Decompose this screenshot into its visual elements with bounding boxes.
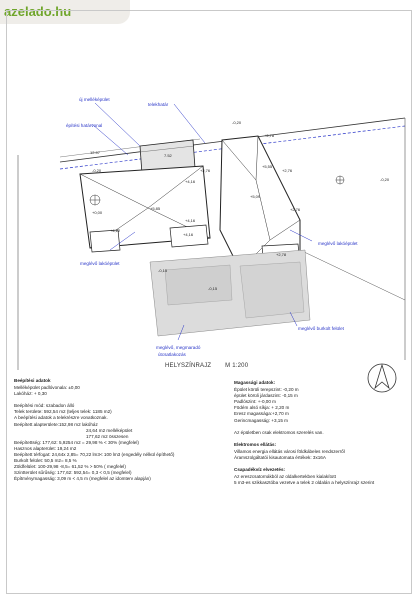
build-data-line: Beépítettség: 177,62: 5,9254 m2 = 29,98 % < 30% (megfelel)	[14, 439, 139, 445]
build-data-heading: Beépítési adatok	[14, 378, 51, 383]
build-data-line: A beépítési adatok a telekrészre vonatkoznak.	[14, 415, 108, 421]
svg-text:meglévő lakóépület: meglévő lakóépület	[80, 261, 120, 266]
svg-text:meglévő lakóépület: meglévő lakóépület	[318, 241, 358, 246]
height-data-heading: Magassági adatok:	[234, 380, 276, 385]
elevation-1: -0,20	[232, 120, 242, 125]
build-data-line: 24,64 m2 melléképület	[86, 427, 133, 433]
elevation-7: +2,76	[282, 168, 293, 173]
svg-text:új melléképület: új melléképület	[79, 97, 110, 102]
height-data-line: Födém alsó síkja: + 2,20 m	[234, 405, 290, 411]
elevation-16: -0,15	[158, 268, 168, 273]
existing-house-right	[220, 136, 300, 270]
svg-text:útcsatlakozás: útcsatlakozás	[158, 352, 186, 357]
svg-text:telekhatár: telekhatár	[148, 102, 169, 107]
height-data-notes	[234, 380, 409, 486]
height-data-line: Gerincmagasság: +3,15 m	[234, 417, 289, 423]
height-data-line: Padlószint: +-0,00 m	[234, 399, 277, 405]
build-data-line: Telek területe: 592,54 m2 (teljes telek: 1185 m2)	[14, 409, 112, 415]
height-data-line: Épület körüli terepszint: -0,20 m	[234, 387, 299, 393]
elevation-15: +4,16	[183, 232, 194, 237]
build-data-line: Lakóház: + 0,30	[14, 391, 47, 397]
elevation-9: +2,76	[290, 207, 301, 212]
build-data-line: Beépített alapterülete:152,98 m2 lakóház	[14, 421, 98, 427]
svg-text:meglévő burkolt felület: meglévő burkolt felület	[298, 326, 344, 331]
elevation-11: +4,16	[185, 179, 196, 184]
build-data-line: Burkolt felület: 50,5 m2= 8,5 %	[14, 458, 77, 464]
build-data-notes	[14, 378, 214, 483]
dimension-mid: 7.52	[164, 153, 172, 158]
electric-heading: Elektromos ellátás:	[234, 441, 277, 447]
watermark-logo: azelado.hu	[0, 0, 130, 24]
elevation-2: -0,20	[92, 168, 102, 173]
height-data-line: épület körüli járdaszint: -0,15 m	[234, 393, 298, 399]
build-data-line: Építménymagasság: 3,09 m < 4,5 m (megfelel az idomterv alapján)	[14, 476, 151, 482]
label-new-outbuilding	[79, 97, 140, 146]
elevation-18: +0,00	[92, 210, 103, 215]
electric-only-note: Az épületben csak elektromos szerelés van.	[234, 429, 324, 435]
elevation-4: +2,78	[264, 133, 275, 138]
dimension-top: 12.97	[90, 150, 101, 155]
paved-driveway	[150, 250, 310, 336]
svg-text:építési határvonal: építési határvonal	[66, 123, 103, 128]
drawing-title-name: HELYSZÍNRAJZ	[165, 363, 212, 369]
build-data-line: Melléképület padlóvonala: ±0,00	[14, 385, 80, 391]
elevation-14: +4,12	[110, 228, 121, 233]
elevation-12: +5,85	[150, 206, 161, 211]
build-data-line: Beépített térfogat: 24,64x 2,85= 70,22 lm3< 100 lm3 (engedély nélkül építhető)	[14, 452, 175, 458]
build-data-line: Beépítési mód: szabadon álló	[14, 403, 75, 409]
build-data-line: Szintterület sűrűség: 177,62: 592,54= 0,3 < 0,5 (megfelel)	[14, 470, 132, 476]
rainwater-heading: Csapadékvíz elvezetés:	[234, 467, 286, 473]
build-data-line: Zöldfelület: 100-29,98 -8,5= 61,52 % > 50% ( megfelel)	[14, 464, 126, 470]
elevation-10: +2,78	[276, 252, 287, 257]
rainwater-line: Az ereszcsatornákból az oldalkertekben kialakított	[234, 474, 336, 480]
elevation-3: -0,20	[380, 177, 390, 182]
electric-line: Villamos energia ellátás városi földkábeles rendszerről	[234, 448, 345, 454]
elevation-17: -0,15	[208, 286, 218, 291]
electric-line: Áramszolgáltatói kisautomata értékek: 3x16A	[234, 454, 326, 460]
elevation-8: +5,09	[250, 194, 261, 199]
build-data-line: 177,62 m2 összesen	[86, 433, 129, 439]
elevation-13: +4,16	[185, 218, 196, 223]
build-data-line: Hasznos alapterület: 19,24 m2	[14, 445, 77, 451]
elevation-6: +2,76	[200, 168, 211, 173]
rainwater-line: 5 m3-es szikkasztóba vezetve a telek 2 oldalán a helyszínrajz szerint	[234, 480, 375, 486]
height-data-line: Eresz magassága:+2,70 m	[234, 411, 289, 417]
drawing-scale: M 1:200	[225, 363, 249, 369]
plot-boundary-diagonal	[300, 250, 405, 300]
label-street-line	[148, 102, 205, 143]
drawing-title	[165, 363, 248, 369]
svg-text:meglévő, megmaradó: meglévő, megmaradó	[156, 345, 201, 350]
elevation-5: +5,55	[262, 164, 273, 169]
